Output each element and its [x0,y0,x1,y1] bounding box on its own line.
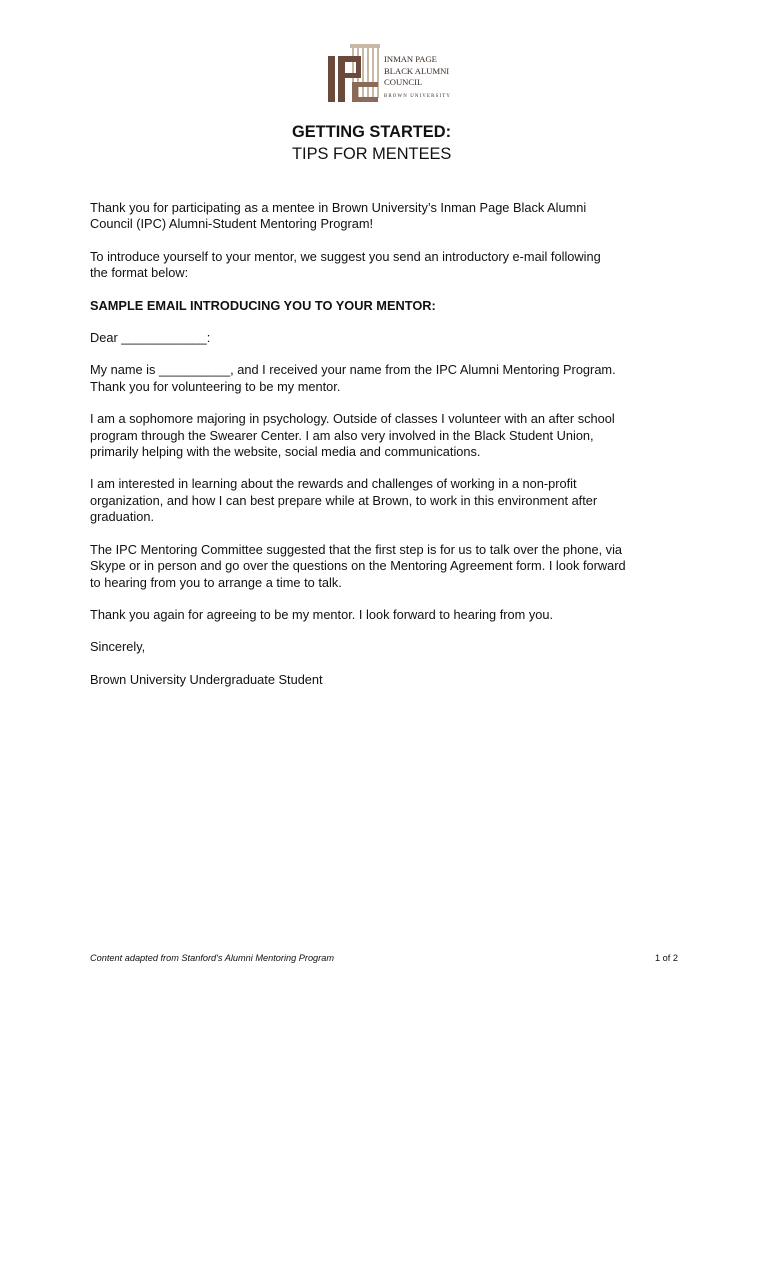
ipc-logo [326,42,452,108]
text-line: Thank you for volunteering to be my mentor. [90,378,341,394]
text-line: I am interested in learning about the rewards and challenges of working in a non-profit [90,476,577,492]
committee-paragraph [90,542,690,591]
logo-line: INMAN PAGE [384,54,437,64]
salutation: Dear ____________: [90,330,211,346]
sample-heading-paragraph [90,298,690,314]
text-line: primarily helping with the website, social media and communications. [90,444,481,460]
closing-paragraph [90,639,690,655]
logo-line: COUNCIL [384,77,423,88]
introduce-paragraph [90,249,690,282]
text-line: Council (IPC) Alumni-Student Mentoring Program! [90,216,374,232]
text-line: to hearing from you to arrange a time to talk. [90,574,342,590]
text-line: The IPC Mentoring Committee suggested that the first step is for us to talk over the phone, via [90,541,623,557]
sample-email-heading: SAMPLE EMAIL INTRODUCING YOU TO YOUR MENTOR: [90,297,436,313]
footer-source: Content adapted from Stanford's Alumni Mentoring Program [90,953,334,963]
text-line: program through the Swearer Center. I am also very involved in the Black Student Union, [90,427,594,443]
document-heading [292,121,451,165]
page-title: GETTING STARTED: [292,123,452,141]
text-line: graduation. [90,509,155,525]
ipc-logo-mark [326,42,386,108]
text-line: organization, and how I can best prepare while at Brown, to work in this environment after [90,492,598,508]
page-number: 1 of 2 [655,953,678,963]
text-line: I am a sophomore majoring in psychology. Outside of classes I volunteer with an after school [90,411,615,427]
salutation-paragraph [90,330,690,346]
logo-wordmark [384,54,451,101]
about-paragraph [90,411,690,460]
signature-paragraph [90,672,690,688]
text-line: Thank you again for agreeing to be my mentor. I look forward to hearing from you. [90,606,554,622]
logo-subline: BROWN UNIVERSITY [384,93,452,99]
intro-paragraph [90,200,690,233]
interest-paragraph [90,476,690,525]
text-line: Thank you for participating as a mentee in Brown University’s Inman Page Black Alumni [90,200,587,215]
text-line: To introduce yourself to your mentor, we suggest you send an introductory e-mail following [90,248,601,264]
text-line: My name is __________, and I received your name from the IPC Alumni Mentoring Program. [90,362,616,378]
signature: Brown University Undergraduate Student [90,671,323,687]
text-line: Skype or in person and go over the questions on the Mentoring Agreement form. I look forward [90,558,626,574]
name-paragraph [90,362,690,395]
logo-line: BLACK ALUMNI [384,65,450,76]
text-line: the format below: [90,265,189,281]
thanks-paragraph [90,607,690,623]
closing: Sincerely, [90,639,146,655]
page-subtitle: TIPS FOR MENTEES [292,145,452,163]
document-body [90,200,690,688]
